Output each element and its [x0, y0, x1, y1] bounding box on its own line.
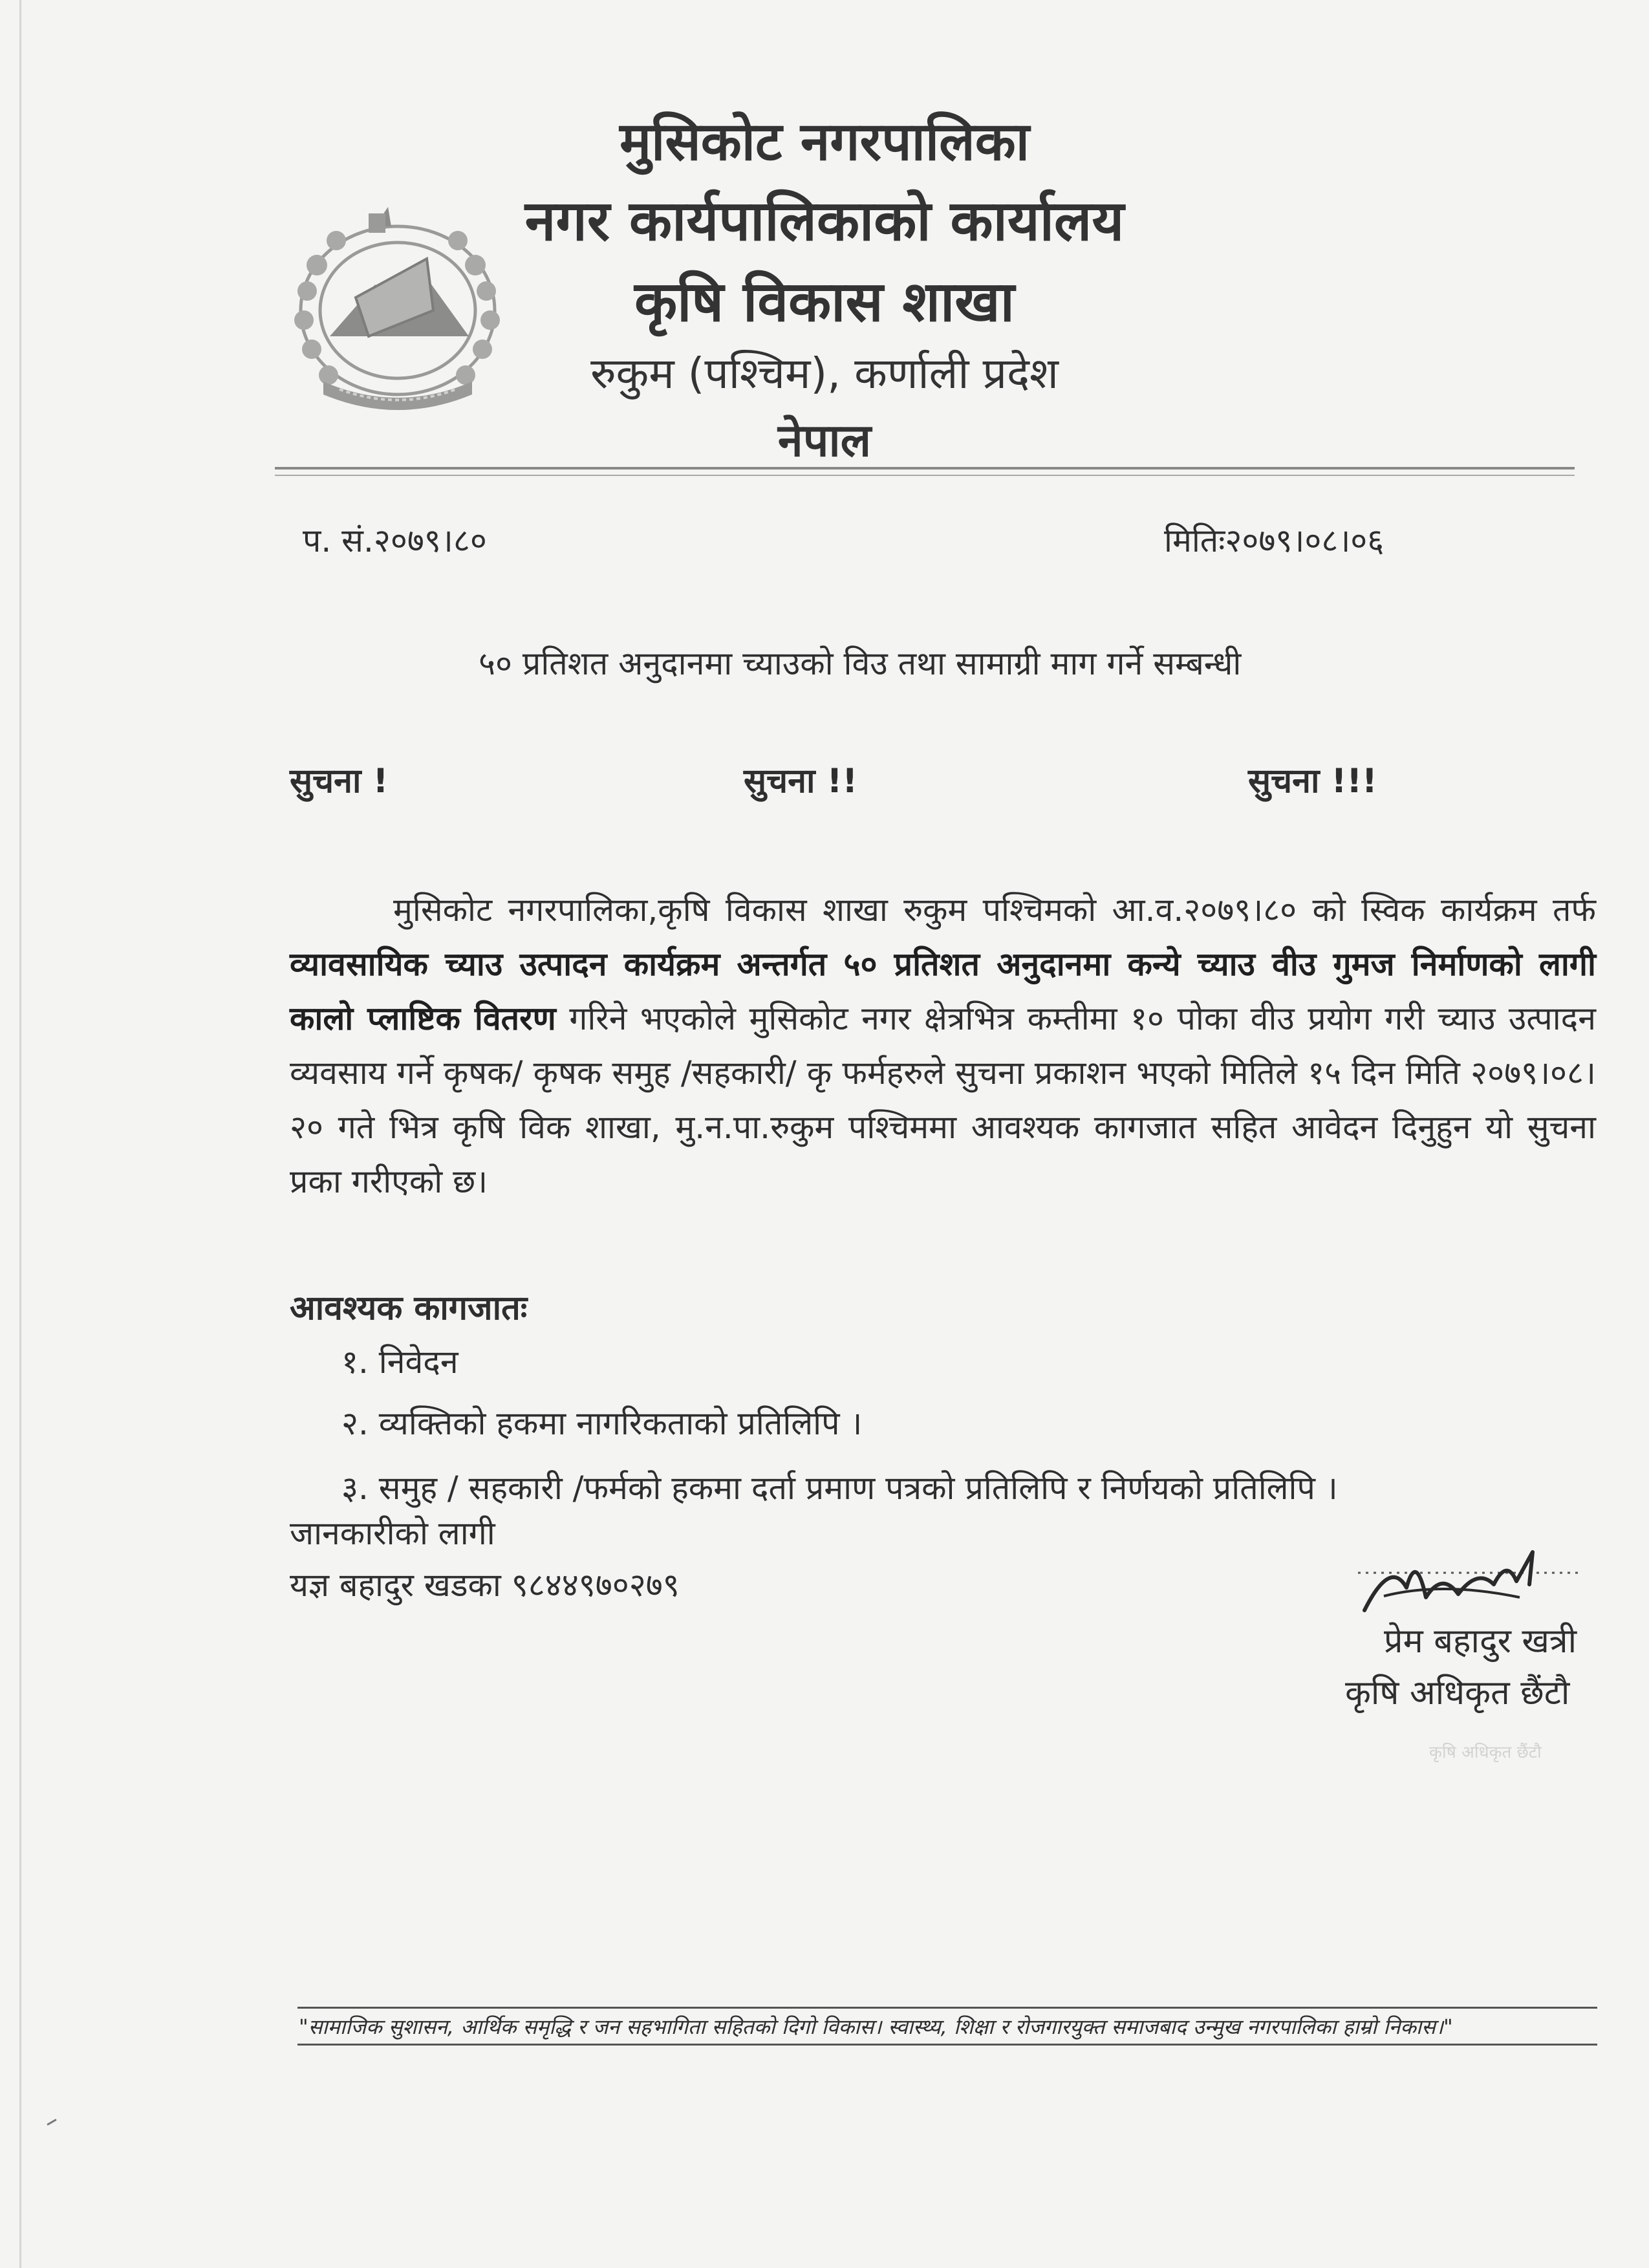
footer-motto: "सामाजिक सुशासन, आर्थिक समृद्धि र जन सहभागिता सहितको दिगो विकास। स्वास्थ्य, शिक्षा र रोजगारयुक्त समाजबाद उन्मुख नगरपालिका हाम्रो निकास।"	[299, 2014, 1453, 2039]
bleed-through-text: कृषि अधिकृत छैंटौ	[1429, 1743, 1542, 1762]
branch-name: कृषि विकास शाखा	[634, 270, 1015, 334]
signatory-name: प्रेम बहादुर खत्री	[1384, 1622, 1577, 1661]
required-document-item: २. व्यक्तिको हकमा नागरिकताको प्रतिलिपि ।	[341, 1405, 863, 1442]
signatory-title: कृषि अधिकृत छैंटौ	[1345, 1674, 1570, 1712]
letter-subject: ५० प्रतिशत अनुदानमा च्याउको विउ तथा सामाग्री माग गर्ने सम्बन्धी	[479, 645, 1242, 682]
letter-date: मितिः२०७९।०८।०६	[1164, 522, 1385, 559]
office-name: नगर कार्यपालिकाको कार्यालय	[524, 189, 1125, 254]
country-name: नेपाल	[777, 414, 872, 467]
notice-label-2: सुचना !!	[744, 762, 858, 801]
body-text-bold: व्यावसायिक च्याउ उत्पादन कार्यक्रम अन्तर्गत ५० प्रतिशत अनुदानमा कन्ये च्याउ वीउ गुमज निर्माणको लागी कालो प्लाष्टिक वितरण	[290, 945, 1596, 1037]
required-documents-heading: आवश्यक कागजातः	[290, 1289, 528, 1328]
footer-rule-bottom	[297, 2044, 1597, 2046]
body-text-part-1: मुसिकोट नगरपालिका,कृषि विकास शाखा रुकुम पश्चिमको आ.व.२०७९।८० को स्विक कार्यक्रम तर्फ	[393, 891, 1596, 929]
notice-body	[290, 883, 1596, 1209]
scan-speck	[47, 2119, 56, 2126]
signature-icon	[1345, 1533, 1591, 1623]
required-document-item: ३. समुह / सहकारी /फर्मको हकमा दर्ता प्रमाण पत्रको प्रतिलिपि र निर्णयको प्रतिलिपि ।	[341, 1469, 1338, 1507]
header-divider-thin	[275, 475, 1575, 476]
reference-number: प. सं.२०७९।८०	[303, 522, 487, 559]
header-divider	[275, 467, 1575, 470]
page-edge	[19, 0, 21, 2268]
body-text-part-2: गरिने भएकोले मुसिकोट नगर क्षेत्रभित्र कम्तीमा १० पोका वीउ प्रयोग गरी च्याउ उत्पादन व्यवसाय गर्ने कृषक/ कृषक समुह /सहकारी/ कृ फर्महरुले सुचना प्रकाशन भएको मितिले १५ दिन मिति २०७९।०८।२० गते भित्र कृषि विक शाखा, मु.न.पा.रुकुम पश्चिममा आवश्यक कागजात सहित आवेदन दिनुहुन यो सुचना प्रका गरीएको छ।	[290, 1000, 1596, 1200]
footer-rule-top	[297, 2007, 1597, 2009]
municipality-name: मुसिकोट नगरपालिका	[620, 111, 1029, 173]
contact-person: यज्ञ बहादुर खडका ९८४४९७०२७९	[290, 1566, 680, 1604]
required-document-item: १. निवेदन	[341, 1343, 458, 1381]
notice-label-1: सुचना !	[290, 762, 389, 801]
contact-label: जानकारीको लागी	[290, 1515, 495, 1552]
notice-label-3: सुचना !!!	[1248, 762, 1377, 801]
office-address: रुकुम (पश्चिम), कर्णाली प्रदेश	[590, 349, 1059, 398]
